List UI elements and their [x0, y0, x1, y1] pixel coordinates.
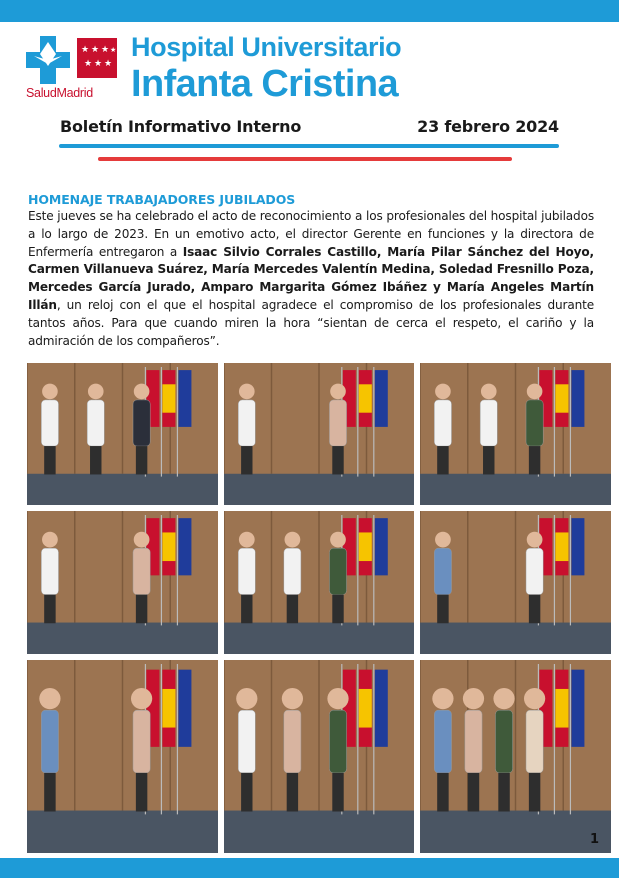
photo-scene	[27, 511, 218, 654]
article-body: Este jueves se ha celebrado el acto de reconocimiento a los profesionales del hospital jubilados a lo largo de 2023. En un emotivo acto, el director Gerente en funciones y la directora de Enfermería entregaron a Isaac Silvio Corrales Castillo, María Pilar Sánchez del Hoyo, Carmen Villanueva Suárez, María Mercedes Valentín Medina, Soledad Fresnillo Poza, Mercedes García Jurado, Amparo Margarita Gómez Ibáñez y María Angeles Martín Illán, un reloj con el que el hospital agradece el compromiso de los profesionales durante tantos años. Para que cuando miren la hora “sientan de cerca el respeto, el cariño y la admiración de los compañeros”.	[28, 209, 594, 348]
honoree-name: Soledad Fresnillo Poza	[438, 262, 590, 277]
photo-scene	[420, 363, 611, 505]
photo-3	[420, 363, 611, 505]
photo-scene	[420, 511, 611, 654]
photo-6	[420, 511, 611, 654]
bulletin-date: 23 febrero 2024	[417, 117, 559, 136]
bottom-bar	[0, 858, 619, 878]
svg-text:★: ★	[84, 59, 93, 69]
svg-text:★: ★	[101, 45, 110, 55]
photo-scene	[224, 511, 414, 654]
photo-2	[224, 363, 414, 505]
svg-text:★: ★	[110, 46, 117, 54]
honoree-name: Isaac Silvio Corrales Castillo	[182, 244, 377, 259]
top-bar	[0, 0, 619, 22]
hospital-name-line2: Infanta Cristina	[131, 63, 398, 105]
cross-icon	[26, 36, 70, 84]
logo-text: SaludMadrid	[26, 86, 93, 100]
photo-scene	[224, 660, 414, 853]
honoree-name: María Mercedes Valentín Medina	[211, 262, 431, 277]
honoree-name: María Angeles Martín Illán	[28, 280, 594, 312]
honoree-name: María Pilar Sánchez del Hoyo	[387, 244, 590, 259]
svg-text:★: ★	[91, 45, 100, 55]
photo-scene	[27, 660, 218, 853]
svg-text:★: ★	[94, 59, 103, 69]
hospital-name-line1: Hospital Universitario	[131, 32, 402, 62]
photo-scene	[420, 660, 611, 853]
photo-scene	[27, 363, 218, 505]
bulletin-label: Boletín Informativo Interno	[60, 117, 302, 136]
photo-scene	[224, 363, 414, 505]
honoree-name: Carmen Villanueva Suárez	[28, 262, 204, 277]
divider-blue	[59, 144, 559, 148]
photo-9	[420, 660, 611, 853]
photo-5	[224, 511, 414, 654]
svg-text:★: ★	[104, 59, 113, 69]
honoree-name: Amparo Margarita Gómez Ibáñez	[201, 280, 427, 295]
madrid-flag-icon	[77, 38, 117, 78]
divider-red	[98, 157, 512, 161]
article-outro: , un reloj con el que el hospital agradece el compromiso de los profesionales durante tantos años. Para que cuando miren la hora “sientan de cerca el respeto, el cariño y la admiración de los compañeros”.	[28, 297, 594, 348]
article-heading: HOMENAJE TRABAJADORES JUBILADOS	[28, 192, 296, 207]
honoree-name: Mercedes García Jurado	[28, 280, 191, 295]
article-intro: Este jueves se ha celebrado el acto de reconocimiento a los profesionales del hospital jubilados a lo largo de 2023. En un emotivo acto, el director Gerente en funciones y la directora de Enfermería entregaron a	[28, 209, 594, 259]
svg-text:★: ★	[81, 45, 90, 55]
page-number: 1	[590, 832, 600, 847]
photo-1	[27, 363, 218, 505]
photo-7	[27, 660, 218, 853]
photo-8	[224, 660, 414, 853]
photo-4	[27, 511, 218, 654]
